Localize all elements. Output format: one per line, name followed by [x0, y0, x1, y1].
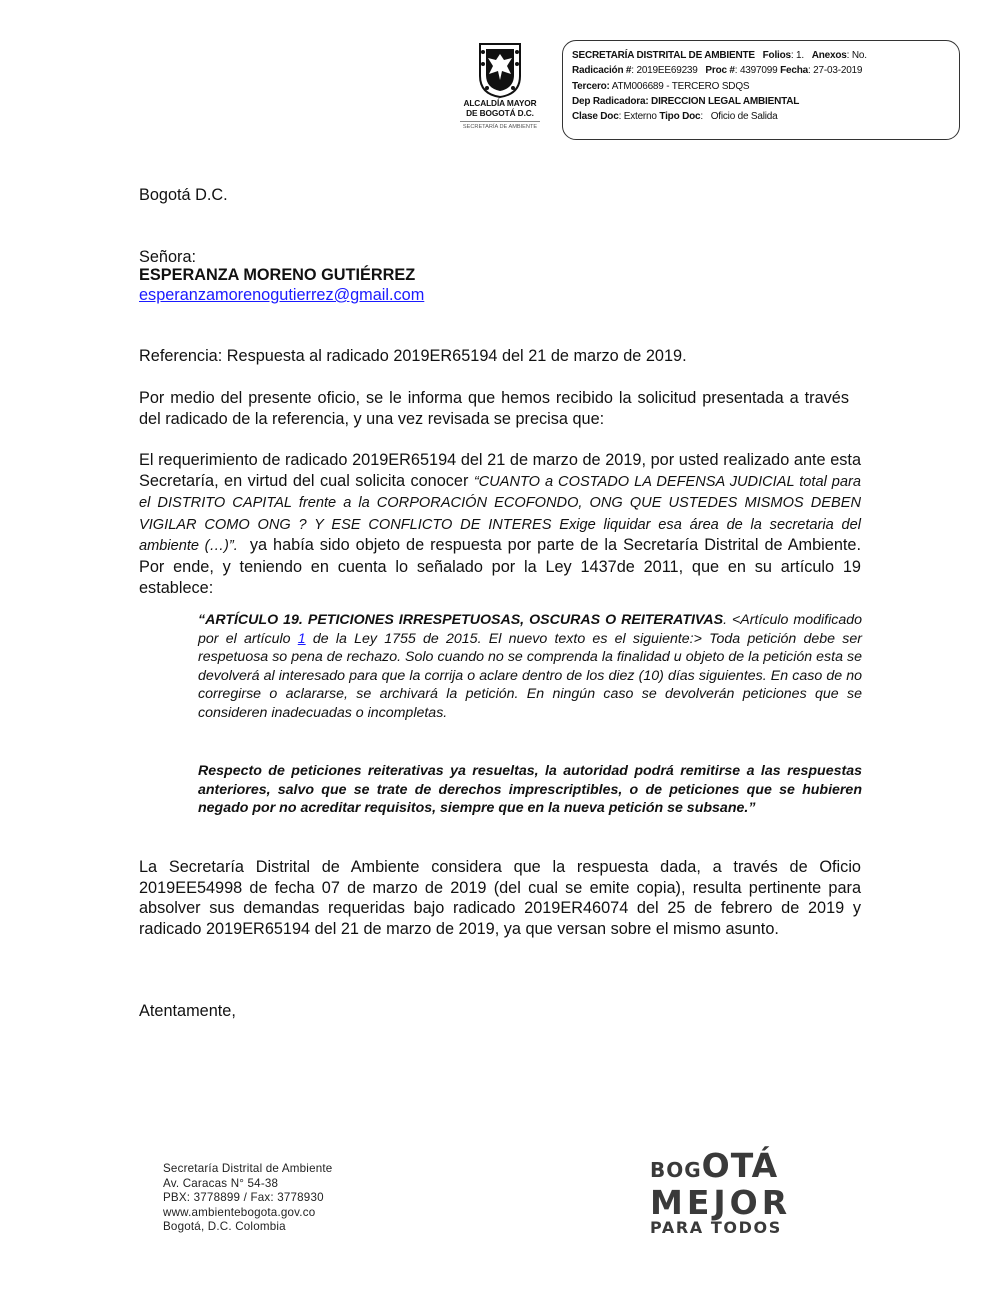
logo-divider [460, 121, 540, 122]
paragraph-requirement [139, 450, 866, 598]
requirement-quoted-request: “CUANTO a COSTADO LA DEFENSA JUDICIAL total para el DISTRITO CAPITAL frente a la CORPORACIÓN ECOFONDO, ONG QUE USTEDES MISMOS DEBEN VIGILAR COMO ONG ? Y ESE CONFLICTO DE INTERES Exige liquidar esa área de la secretaria del ambiente (…)”. [139, 473, 861, 555]
requirement-intro: El requerimiento de radicado 2019ER65194 del 21 de marzo de 2019, por usted realizado ante esta Secretaría, en virtud del cual solicita conocer [139, 451, 861, 490]
citation-title: “ARTÍCULO 19. PETICIONES IRRESPETUOSAS, OSCURAS O REITERATIVAS [198, 612, 724, 628]
stamp-tercero-label: Tercero: [572, 80, 610, 92]
stamp-dep-label: Dep Radicadora: [572, 95, 649, 107]
stamp-tipo-label: Tipo Doc [659, 111, 701, 123]
footer-website: www.ambientebogota.gov.co [163, 1205, 316, 1219]
citation-after-title: . <Artículo modificado por el artículo [198, 612, 862, 647]
citation-article-link[interactable]: 1 [297, 630, 306, 647]
stamp-tercero-value: ATM006689 - TERCERO SDQS [609, 80, 750, 92]
stamp-row-1 [572, 48, 959, 63]
paragraph-intro: Por medio del presente oficio, se le informa que hemos recibido la solicitud presentada a través del radicado de la referencia, y una vez revisada se precisa que: [139, 389, 849, 428]
stamp-anexos-value: : No. [846, 50, 867, 61]
stamp-row-5 [572, 109, 959, 124]
footer-address-line: Bogotá, D.C. Colombia [163, 1220, 286, 1234]
citation-body: de la Ley 1755 de 2015. El nuevo texto es el siguiente:> Toda petición debe ser respetuosa so pena de rechazo. Solo cuando no se comprenda la finalidad u objeto de la petición esta se devolverá al interesado para que la corrija o aclare dentro de los diez (10) días siguientes. En caso de no corregirse o aclararse, se archivará la petición. En ningún caso se devolverán peticiones que se consideren inadecuadas o incompletas. [198, 630, 863, 721]
closing: Atentamente, [139, 1002, 236, 1020]
alcaldia-logo [455, 40, 545, 130]
stamp-radicacion-label: Radicación # [572, 65, 632, 77]
stamp-tipo-value: : Oficio de Salida [700, 111, 778, 123]
stamp-dep-value: DIRECCION LEGAL AMBIENTAL [648, 95, 800, 107]
stamp-folios-label: Folios [762, 50, 791, 61]
recipient-email-link[interactable]: esperanzamorenogutierrez@gmail.com [139, 286, 425, 304]
stamp-entity: SECRETARÍA DISTRITAL DE AMBIENTE [572, 50, 755, 61]
logo-line-2: DE BOGOTÁ D.C. [466, 108, 534, 118]
citation-bold-paragraph: Respecto de peticiones reiterativas ya resueltas, la autoridad podrá remitirse a las respuestas anteriores, salvo que se trate de derechos imprescriptibles, o de peticiones que se hubieren negado por no acreditar requisitos, siempre que en la nueva petición se subsane.” [198, 763, 862, 817]
stamp-row-4 [572, 94, 959, 109]
stamp-proc-label: Proc # [705, 65, 735, 77]
footer-address-line: Av. Caracas N° 54-38 [163, 1176, 279, 1190]
stamp-proc-value: : 4397099 [734, 65, 778, 77]
slogan-line-3: PARA TODOS [650, 1218, 782, 1237]
radicado-stamp [562, 40, 960, 140]
footer-address [163, 1162, 332, 1235]
logo-line-1: ALCALDÍA MAYOR [463, 98, 537, 108]
stamp-row-3 [572, 79, 959, 94]
slogan-line-2: MEJOR [650, 1183, 792, 1222]
article-19-citation [198, 611, 862, 723]
salutation: Señora: [139, 248, 197, 266]
stamp-radicacion-value: : 2019EE69239 [631, 65, 698, 77]
slogan-line-1 [650, 1148, 840, 1188]
reference-line: Referencia: Respuesta al radicado 2019ER65194 del 21 de marzo de 2019. [139, 347, 687, 365]
stamp-fecha-label: Fecha [780, 65, 808, 77]
stamp-anexos-label: Anexos [811, 50, 847, 61]
city-line: Bogotá D.C. [139, 186, 228, 204]
bogota-mejor-para-todos-logo [650, 1148, 840, 1238]
stamp-folios-value: : 1. [790, 50, 804, 61]
footer-address-line: Secretaría Distrital de Ambiente [163, 1162, 333, 1175]
slogan-small: BOG [650, 1158, 702, 1182]
stamp-fecha-value: : 27-03-2019 [807, 65, 863, 77]
stamp-row-2 [572, 63, 959, 78]
bogota-coat-of-arms-icon [477, 40, 523, 98]
stamp-clase-label: Clase Doc [572, 111, 619, 123]
footer-address-line: PBX: 3778899 / Fax: 3778930 [163, 1191, 324, 1205]
recipient-name: ESPERANZA MORENO GUTIÉRREZ [139, 266, 416, 284]
paragraph-conclusion: La Secretaría Distrital de Ambiente considera que la respuesta dada, a través de Oficio 2019EE54998 de fecha 07 de marzo de 2019 (del cual se emite copia), resulta pertinente para absolver sus demandas requeridas bajo radicado 2019ER46074 del 25 de febrero de 2019 y radicado 2019ER65194 del 21 de marzo de 2019, ya que versan sobre el mismo asunto. [139, 858, 861, 938]
requirement-rest: ya había sido objeto de respuesta por parte de la Secretaría Distrital de Ambiente. Por ende, y teniendo en cuenta lo señalado por la Ley 1437de 2011, que en su artículo 19 establece: [139, 536, 866, 597]
stamp-clase-value: : Externo [618, 111, 660, 123]
slogan-big: OTÁ [701, 1146, 779, 1185]
logo-line-3: SECRETARÍA DE AMBIENTE [462, 124, 538, 130]
